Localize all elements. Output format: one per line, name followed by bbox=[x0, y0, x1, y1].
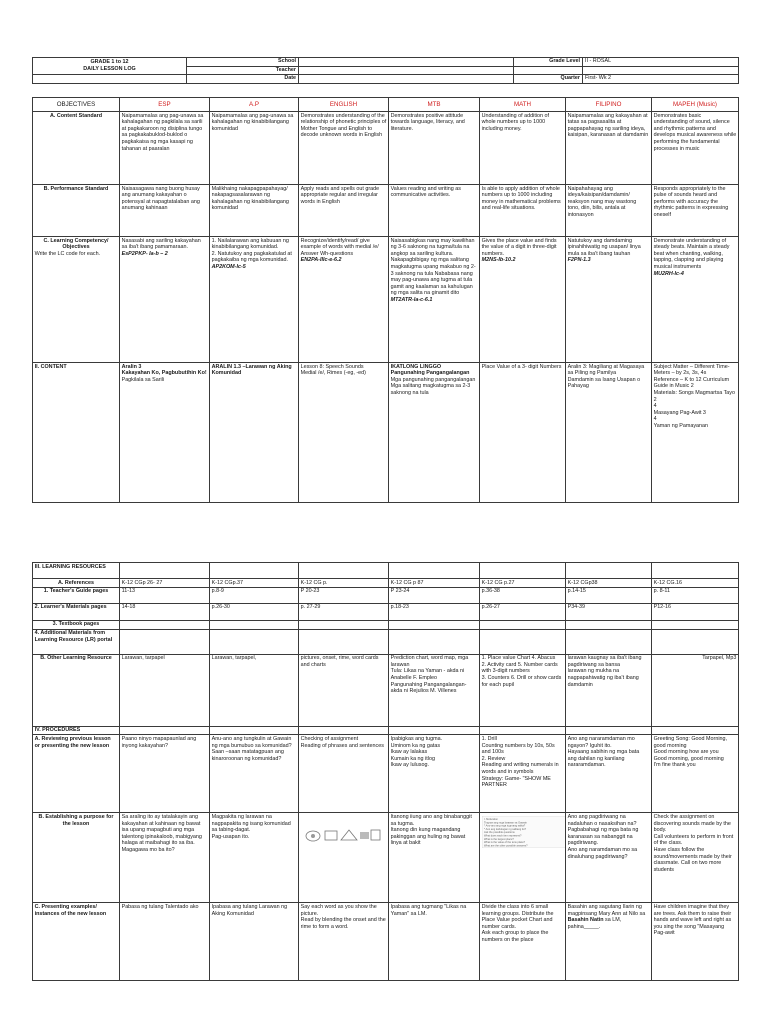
review-filipino: Ano ang nararamdaman mo ngayon? Iguhit ito. Hayaang sabihin ng mga bata ang dahilan ng kanilang nararamdaman. bbox=[566, 735, 652, 813]
ref-ap: K-12 CGp.37 bbox=[210, 579, 299, 588]
competency-english-code: EN2PA-IIIc-e-6.2 bbox=[300, 257, 342, 264]
competency-filipino bbox=[566, 237, 652, 363]
content-ap: ARALIN 1.3 –Larawan ng Aking Komunidad bbox=[210, 363, 299, 503]
blank-cell bbox=[299, 563, 389, 579]
performance-standard-filipino: Naipahahayag ang ideya/kaisipan/damdamin/ reaksyon nang may wastong tono, diin, bilis, antala at intonasyon bbox=[566, 185, 652, 237]
other-filipino: larawan kaugnay sa iba't ibang pagdiriwang sa bansa larawan ng mukha na nagpapahiwatig ng iba't ibang damdamin bbox=[566, 654, 652, 726]
competency-mapeh-code: MU2RH-Ic-4 bbox=[653, 270, 684, 277]
content-mapeh: Subject Matter – Different Time- Meters – by 2s, 3s, 4s Reference – K to 12 Curriculum Guide in Music 2 Materials: Songs Magmartsa Tayo 2 4 Masayang Pag-Awit 3 4 Yaman ng Pamayanan bbox=[652, 363, 739, 503]
review-mtb: Ipabigkas ang tugma. Uminom ka ng gatas Ikaw ay lalakas Kumain ka ng itlog Ikaw ay lulusog. bbox=[389, 735, 480, 813]
resources-procedures-table bbox=[32, 562, 739, 981]
competency-filipino-code: F2PN-1.3 bbox=[567, 257, 591, 264]
present-mapeh: Have children imagine that they are trees. Ask them to raise their hands and wave left and right as you sing the song "Masayang Pag-awit bbox=[652, 903, 739, 981]
review-english: Checking of assignment Reading of phrases and sentences bbox=[299, 735, 389, 813]
content-filipino: Aralin 3: Magiliang at Magasaya sa Piling ng Pamilya Damdamin sa Isang Usapan o Pahayag bbox=[566, 363, 652, 503]
mapeh-header: MAPEH (Music) bbox=[652, 98, 739, 112]
blank-cell bbox=[480, 563, 566, 579]
english-header: ENGLISH bbox=[299, 98, 389, 112]
header-table bbox=[32, 57, 739, 84]
performance-standard-esp: Naisasagawa nang buong husay ang anumang kakayahan o potensyal at napagtatalaban ang anumang kahinaan bbox=[120, 185, 210, 237]
tg-mtb: P 23-24 bbox=[389, 587, 480, 603]
present-math: Divide the class into 6 small learning groups. Distribute the Place Value pocket Chart and number cards. Ask each group to place the numbers on the place bbox=[480, 903, 566, 981]
content-standard-mtb: Demonstrates positive attitude towards language, literacy, and literature. bbox=[389, 112, 480, 185]
content-mtb-title: IKATLONG LINGGO Pangunahing Pangangalangan bbox=[390, 363, 470, 377]
resources-label: III. LEARNING RESOURCES bbox=[33, 563, 120, 579]
blank-cell bbox=[566, 620, 652, 629]
competency-mapeh-text: Demonstrate understanding of steady beats. Maintain a steady beat when chanting, walking, tapping, clapping and playing musical instruments bbox=[653, 237, 730, 270]
performance-standard-mtb: Values reading and writing as communicative activities. bbox=[389, 185, 480, 237]
other-esp: Larawan, tarpapel bbox=[120, 654, 210, 726]
teacher-field[interactable] bbox=[299, 66, 514, 75]
tg-english: P 20-23 bbox=[299, 587, 389, 603]
competency-english-text: Recognize/identify/read/ give example of words with medial /e/ Answer Wh-questions bbox=[300, 237, 379, 257]
lm-math: p.26-27 bbox=[480, 603, 566, 620]
competency-math bbox=[480, 237, 566, 363]
blank-cell bbox=[120, 629, 210, 654]
ref-filipino: K-12 CGp38 bbox=[566, 579, 652, 588]
blank-cell bbox=[389, 563, 480, 579]
ap-header: A.P bbox=[210, 98, 299, 112]
worksheet-line: Tingnan ang mga larawan sa Gawain bbox=[483, 821, 527, 825]
blank-cell bbox=[389, 629, 480, 654]
content-english-sub: Medial /e/, Rimes (-eg, -ed) bbox=[300, 370, 366, 377]
objectives-table bbox=[32, 97, 739, 503]
performance-standard-math: Is able to apply addition of whole numbers up to 1000 including money in mathematical problems and real-life situations. bbox=[480, 185, 566, 237]
other-mtb: Prediction chart, word map, mga larawan Tula: Likas na Yaman - akda ni Anabelle F. Empleo Pangunahing Pangangalangan- akda ni Rejulios M. Villenes bbox=[389, 654, 480, 726]
content-esp-title: Aralin 3 Kakayahan Ko, Pagbubutihin Ko! bbox=[121, 363, 207, 377]
tg-esp: 11-13 bbox=[120, 587, 210, 603]
other-english: pictures, onset, rime, word cards and charts bbox=[299, 654, 389, 726]
blank-cell bbox=[210, 726, 299, 735]
blank-cell bbox=[652, 563, 739, 579]
worksheet-line: Ask the possible questions bbox=[483, 831, 515, 835]
ref-mtb: K-12 CG p 87 bbox=[389, 579, 480, 588]
purpose-label: B. Establishing a purpose for the lesson bbox=[33, 813, 120, 903]
blank-cell bbox=[566, 629, 652, 654]
present-filipino-page: pahina_____. bbox=[567, 923, 601, 930]
tg-mapeh: p. 8-11 bbox=[652, 587, 739, 603]
grade-level-value[interactable]: II - ROSAL bbox=[583, 58, 739, 67]
blank-cell bbox=[210, 629, 299, 654]
teacher-label: Teacher bbox=[187, 66, 299, 75]
blank-cell bbox=[480, 620, 566, 629]
blank-cell bbox=[480, 629, 566, 654]
performance-standard-label: B. Performance Standard bbox=[33, 185, 120, 237]
lm-mtb: p.18-23 bbox=[389, 603, 480, 620]
ref-english: K-12 CG p. bbox=[299, 579, 389, 588]
math-header: MATH bbox=[480, 98, 566, 112]
blank-cell bbox=[652, 620, 739, 629]
content-standard-math: Understanding of addition of whole numbers up to 1000 including money. bbox=[480, 112, 566, 185]
tg-math: p.36-38 bbox=[480, 587, 566, 603]
performance-standard-ap: Malikhaing nakapagpapahayag/ nakapagsasalarawan ng kahalagahan ng kinabibilangang komunidad bbox=[210, 185, 299, 237]
picture-cards-image bbox=[303, 820, 383, 850]
blank-cell bbox=[120, 620, 210, 629]
content-standard-english: Demonstrates understanding of the relationship of phonetic principles of Mother Tongue and English to decode unknown words in English bbox=[299, 112, 389, 185]
content-math: Place Value of a 3- digit Numbers bbox=[480, 363, 566, 503]
blank-cell bbox=[566, 563, 652, 579]
purpose-ap: Magpakita ng larawan na nagpapakita ng isang komunidad sa tabing-dagat. Pag-usapan ito. bbox=[210, 813, 299, 903]
competency-mapeh bbox=[652, 237, 739, 363]
blank-cell bbox=[299, 620, 389, 629]
review-ap: Anu-ano ang tungkulin at Gawain ng mga bumubuo sa komunidad? Saan –saan matatagpuan ang kinaroroonan ng komunidad? bbox=[210, 735, 299, 813]
esp-header: ESP bbox=[120, 98, 210, 112]
worksheet-line: What are the other possible answers? bbox=[483, 844, 528, 848]
competency-label-cell bbox=[33, 237, 120, 363]
grade-level-label: Grade Level bbox=[514, 58, 583, 67]
ref-math: K-12 CG p.27 bbox=[480, 579, 566, 588]
performance-standard-mapeh: Responds appropriately to the pulse of sounds heard and performs with accuracy the rhythmic patterns in expressing oneself bbox=[652, 185, 739, 237]
procedures-label: IV. PROCEDURES bbox=[33, 726, 120, 735]
content-mtb bbox=[389, 363, 480, 503]
competency-ap-code: AP2KOM-Ic-5 bbox=[211, 263, 246, 270]
blank-cell bbox=[210, 563, 299, 579]
content-standard-mapeh: Demonstrates basic understanding of sound, silence and rhythmic patterns and develops musical awareness while performing the fundamental processes in music bbox=[652, 112, 739, 185]
content-esp bbox=[120, 363, 210, 503]
tg-filipino: p.14-15 bbox=[566, 587, 652, 603]
worksheet-line: What does each item represent? bbox=[483, 834, 522, 838]
tg-ap: p.8-9 bbox=[210, 587, 299, 603]
performance-standard-english: Apply reads and spells out grade appropriate regular and irregular words in English bbox=[299, 185, 389, 237]
date-label: Date bbox=[187, 75, 299, 84]
ref-esp: K-12 CGp 26- 27 bbox=[120, 579, 210, 588]
content-standard-esp: Naipamamalas ang pag-unawa sa kahalagahan ng pagkilala sa sarili at pagkakaroon ng disiplina tungo sa pagkakabuklod-buklod o pagkakaisa ng mga kasapi ng tahanan at paaralan bbox=[120, 112, 210, 185]
school-field[interactable] bbox=[299, 58, 514, 67]
competency-mtb-text: Naisasabigkas nang may kawilihan ng 3-6 saknong na tugma/tula na angkop sa sariling kultura. Nakapagbibigay ng mga salitang magkatugma upang makabuo ng 2-3 saknong na tula Nababasa nang may pag-unawa ang tugma at tula gamit ang kaalaman sa kahulugan ng mga salita na ginamit dito bbox=[390, 237, 476, 297]
title-line1: GRADE 1 to 12 bbox=[90, 59, 129, 66]
purpose-filipino: Ano ang pagdiriwang na nadaluhan o nasaksihan na? Pagbabahagi ng mga bata ng karanasan sa nabanggit na pagdiriwang. Ano ang naramdaman mo sa dinaluhang pagdiriwang? bbox=[566, 813, 652, 903]
lm-ap: p.26-30 bbox=[210, 603, 299, 620]
lm-mapeh: P12-16 bbox=[652, 603, 739, 620]
competency-math-text: Gives the place value and finds the value of a digit in three-digit numbers. bbox=[481, 237, 557, 257]
competency-mtb-code: MT2ATR-Ia-c-6.1 bbox=[390, 296, 433, 303]
review-esp: Paano ninyo mapapaunlad ang inyong kakayahan? bbox=[120, 735, 210, 813]
competency-sublabel: Write the LC code for each. bbox=[34, 250, 101, 257]
purpose-english bbox=[299, 813, 389, 903]
blank-cell bbox=[33, 75, 187, 84]
content-english bbox=[299, 363, 389, 503]
lm-filipino: P34-39 bbox=[566, 603, 652, 620]
school-label: School bbox=[187, 58, 299, 67]
content-esp-sub: Pagkilala sa Sarili bbox=[121, 376, 165, 383]
content-standard-ap: Naipamamalas ang pag-unawa sa kahalagahan ng kinabibilangang komunidad bbox=[210, 112, 299, 185]
learners-materials-label: 2. Learner's Materials pages bbox=[33, 603, 120, 620]
blank-cell bbox=[120, 726, 210, 735]
lm-esp: 14-18 bbox=[120, 603, 210, 620]
teachers-guide-label: 1. Teacher's Guide pages bbox=[33, 587, 120, 603]
other-mapeh: Tarpapel, Mp3 bbox=[652, 654, 739, 726]
mtb-header: MTB bbox=[389, 98, 480, 112]
competency-mtb bbox=[389, 237, 480, 363]
competency-ap bbox=[210, 237, 299, 363]
content-english-title: Lesson 8: Speech Sounds bbox=[300, 363, 364, 370]
ref-mapeh: K-12 CG.16 bbox=[652, 579, 739, 588]
blank-cell bbox=[389, 726, 480, 735]
blank-cell bbox=[120, 563, 210, 579]
content-standard-filipino: Naipamamalas ang kakayahan at tatas sa pagsasalita at pagpapahayag ng sariling ideya, kaisipan, karanasan at damdamin bbox=[566, 112, 652, 185]
blank-cell bbox=[299, 726, 389, 735]
competency-filipino-text: Natutukoy ang damdaming ipinahihiwatig ng usapan/ linya mula sa iba't ibang tauhan bbox=[567, 237, 641, 257]
competency-esp-code: EsP2PKP- Ia-b – 2 bbox=[121, 250, 168, 257]
worksheet-line: * Ano-ano ang mga tugmang salita? bbox=[483, 824, 525, 828]
reviewing-label: A. Reviewing previous lesson or presenting the new lesson bbox=[33, 735, 120, 813]
blank-cell bbox=[389, 620, 480, 629]
worksheet-image bbox=[482, 816, 566, 848]
present-filipino-bold: Basahin Natin bbox=[567, 917, 604, 924]
competency-label: C. Learning Competency/ Objectives bbox=[43, 237, 109, 251]
content-label: II. CONTENT bbox=[33, 363, 120, 503]
title-line2: DAILY LESSON LOG bbox=[83, 66, 136, 72]
content-standard-label: A. Content Standard bbox=[33, 112, 120, 185]
blank-cell bbox=[514, 66, 583, 75]
quarter-label: Quarter bbox=[514, 75, 583, 84]
date-field[interactable] bbox=[299, 75, 514, 84]
blank-cell bbox=[652, 726, 739, 735]
purpose-math bbox=[480, 813, 566, 903]
presenting-label: C. Presenting examples/ instances of the new lesson bbox=[33, 903, 120, 981]
competency-esp-text: Nasasabi ang sariling kakayahan sa iba't ibang pamamaraan. bbox=[121, 237, 201, 251]
blank-cell bbox=[210, 620, 299, 629]
competency-math-code: M2NS-Ib-10.2 bbox=[481, 257, 516, 264]
title-cell bbox=[33, 58, 187, 75]
purpose-esp: Sa araling ito ay tatalakayin ang kakayahan at kahinaan ng bawat isa upang mapagbuti ang mga talentong ipinakaloob, mabigyang halaga at maibahagi ito sa iba. Magagawa mo ba ito? bbox=[120, 813, 210, 903]
additional-materials-label: 4. Additional Materials from Learning Resource (LR) portal bbox=[33, 629, 120, 654]
textbook-label: 3. Textbook pages bbox=[33, 620, 120, 629]
quarter-value[interactable]: First- Wk 2 bbox=[583, 75, 739, 84]
lm-english: p. 27-29 bbox=[299, 603, 389, 620]
other-math: 1. Place value Chart 4. Abacus 2. Activity card 5. Number cards with 3-digit numbers 3. Counters 6. Drill or show cards for each pupil bbox=[480, 654, 566, 726]
blank-cell bbox=[583, 66, 739, 75]
references-label: A. References bbox=[33, 579, 120, 588]
review-mapeh: Greeting Song: Good Morning, good morning Good morning how are you Good morning, good morning I'm fine thank you bbox=[652, 735, 739, 813]
worksheet-line: What is the largest place? bbox=[483, 837, 514, 841]
competency-english bbox=[299, 237, 389, 363]
present-ap: Ipabasa ang tulang Larawan ng Aking Komunidad bbox=[210, 903, 299, 981]
content-mtb-sub: Mga pangunahing pangangalangan Mga salitang magkatugma sa 2-3 saknong na tula bbox=[390, 376, 476, 396]
filipino-header: FILIPINO bbox=[566, 98, 652, 112]
present-filipino-tail: sa LM, bbox=[603, 917, 622, 924]
purpose-mapeh: Check the assignment on discovering sounds made by the body. Call volunteers to perform in front of the class. Have class follow the sound/movements made by their classmate. Call on two more students bbox=[652, 813, 739, 903]
objectives-header: OBJECTIVES bbox=[33, 98, 120, 112]
blank-cell bbox=[652, 629, 739, 654]
other-ap: Larawan, tarpapel, bbox=[210, 654, 299, 726]
competency-ap-text: 1. Nailalarawan ang kabuuan ng kinabibilangang komunidad. 2. Natutukoy ang pagkakatulad at pagkakaiba ng mga komunidad. bbox=[211, 237, 292, 264]
review-math: 1. Drill Counting numbers by 10s, 50s and 100s 2. Review Reading and writing numerals in words and in symbols Strategy: Game- "SHOW ME PARTNER bbox=[480, 735, 566, 813]
other-resources-label: B. Other Learning Resource bbox=[33, 654, 120, 726]
present-english: Say each word as you show the picture. Read by blending the onset and the rime to form a word. bbox=[299, 903, 389, 981]
present-filipino-text: Basahin ang sagutang Ilarin ng magpinsang Mary Ann at Nilo sa bbox=[567, 903, 646, 917]
present-filipino bbox=[566, 903, 652, 981]
blank-cell bbox=[299, 629, 389, 654]
worksheet-line: * Ano ang kahulugan ng salitang ito? bbox=[483, 827, 526, 831]
worksheet-line: What is the value of the tens place? bbox=[483, 841, 525, 845]
present-esp: Pabasa ng tulang Talentado ako bbox=[120, 903, 210, 981]
purpose-mtb: Itanong iiung ano ang binabanggit sa tugma. Itanong din kung magandang pakinggan ang huling ng bawat linya at bakit bbox=[389, 813, 480, 903]
blank-cell bbox=[566, 726, 652, 735]
competency-esp bbox=[120, 237, 210, 363]
present-mtb: Ipabasa ang tugmang "Likas na Yaman" sa LM. bbox=[389, 903, 480, 981]
blank-cell bbox=[480, 726, 566, 735]
worksheet-line: I. Motivation bbox=[483, 817, 498, 821]
